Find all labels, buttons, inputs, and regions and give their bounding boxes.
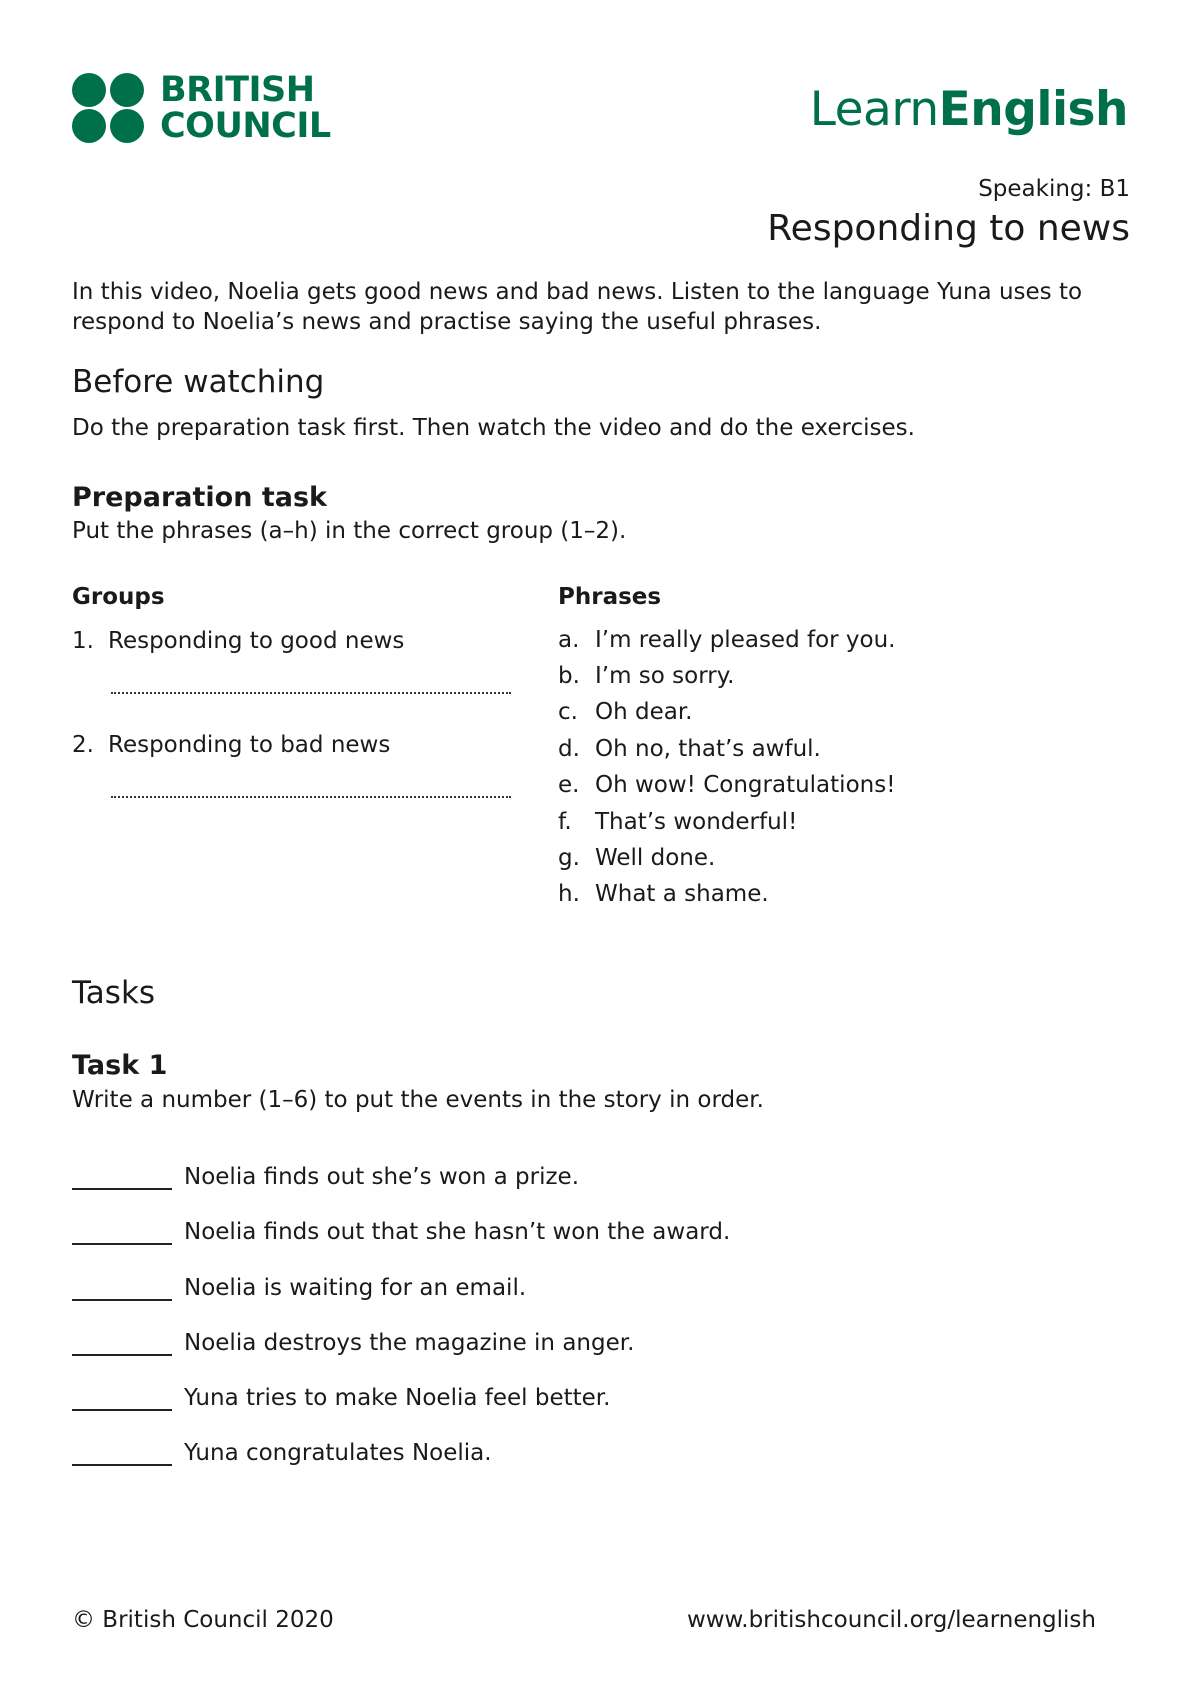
learnenglish-logo: LearnEnglish bbox=[809, 82, 1128, 137]
task-1-heading: Task 1 bbox=[72, 1050, 168, 1081]
preparation-task-instructions: Put the phrases (a–h) in the correct group (1–2). bbox=[72, 518, 627, 544]
phrase-item: b. I’m so sorry. bbox=[558, 663, 735, 689]
before-watching-text: Do the preparation task first. Then watch the video and do the exercises. bbox=[72, 415, 915, 441]
phrase-item: f. That’s wonderful! bbox=[558, 809, 798, 835]
phrase-item: d. Oh no, that’s awful. bbox=[558, 736, 821, 762]
before-watching-heading: Before watching bbox=[72, 364, 325, 400]
order-number-blank[interactable] bbox=[72, 1217, 172, 1245]
british-council-dots-icon bbox=[72, 73, 146, 143]
level-label: Speaking: B1 bbox=[978, 176, 1130, 202]
event-text: Noelia finds out she’s won a prize. bbox=[184, 1164, 580, 1190]
copyright-notice: © British Council 2020 bbox=[72, 1607, 334, 1633]
event-text: Yuna tries to make Noelia feel better. bbox=[184, 1385, 611, 1411]
group-item: 2. Responding to bad news bbox=[72, 732, 391, 758]
intro-paragraph: In this video, Noelia gets good news and bad news. Listen to the language Yuna uses to respond to Noelia’s news and practise saying the useful phrases. bbox=[72, 279, 1083, 335]
order-number-blank[interactable] bbox=[72, 1438, 172, 1466]
task-1-instructions: Write a number (1–6) to put the events in the story in order. bbox=[72, 1087, 764, 1113]
phrase-item: h. What a shame. bbox=[558, 881, 769, 907]
order-number-blank[interactable] bbox=[72, 1328, 172, 1356]
event-text: Noelia destroys the magazine in anger. bbox=[184, 1330, 635, 1356]
phrases-heading: Phrases bbox=[558, 584, 662, 610]
phrase-item: g. Well done. bbox=[558, 845, 716, 871]
event-text: Yuna congratulates Noelia. bbox=[184, 1440, 492, 1466]
order-number-blank[interactable] bbox=[72, 1273, 172, 1301]
event-row bbox=[72, 1217, 730, 1245]
phrase-item: e. Oh wow! Congratulations! bbox=[558, 772, 896, 798]
answer-line-group-2[interactable] bbox=[111, 796, 511, 798]
event-text: Noelia finds out that she hasn’t won the award. bbox=[184, 1219, 731, 1245]
page-title: Responding to news bbox=[767, 208, 1130, 249]
event-text: Noelia is waiting for an email. bbox=[184, 1275, 527, 1301]
event-row bbox=[72, 1328, 634, 1356]
event-row bbox=[72, 1383, 610, 1411]
order-number-blank[interactable] bbox=[72, 1383, 172, 1411]
group-item: 1. Responding to good news bbox=[72, 628, 405, 654]
phrase-item: a. I’m really pleased for you. bbox=[558, 627, 896, 653]
event-row bbox=[72, 1162, 579, 1190]
event-row bbox=[72, 1273, 526, 1301]
phrase-item: c. Oh dear. bbox=[558, 699, 693, 725]
event-row bbox=[72, 1438, 492, 1466]
order-number-blank[interactable] bbox=[72, 1162, 172, 1190]
group-label: Responding to good news bbox=[108, 628, 405, 654]
website-link[interactable]: www.britishcouncil.org/learnenglish bbox=[686, 1607, 1096, 1633]
british-council-wordmark: BRITISH COUNCIL bbox=[160, 70, 331, 146]
preparation-task-heading: Preparation task bbox=[72, 482, 327, 513]
group-label: Responding to bad news bbox=[108, 732, 391, 758]
tasks-heading: Tasks bbox=[72, 975, 156, 1011]
groups-heading: Groups bbox=[72, 584, 165, 610]
answer-line-group-1[interactable] bbox=[111, 692, 511, 694]
british-council-logo bbox=[72, 72, 331, 144]
